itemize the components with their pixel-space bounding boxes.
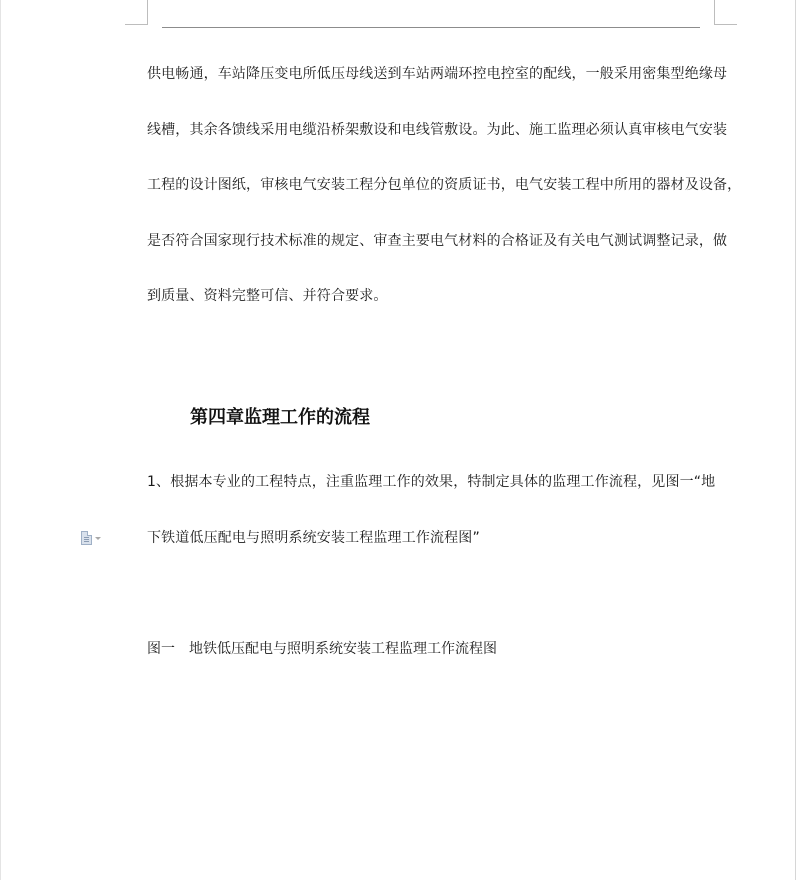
header-rule <box>162 27 700 28</box>
chapter-heading: 第四章监理工作的流程 <box>190 407 370 428</box>
paragraph-line: 工程的设计图纸，审核电气安装工程分包单位的资质证书，电气安装工程中所用的器材及设备， <box>147 177 742 193</box>
crop-mark-top-left <box>125 0 148 25</box>
page-edge-left <box>0 0 1 880</box>
paragraph-line: 下铁道低压配电与照明系统安装工程监理工作流程图” <box>147 529 480 546</box>
paragraph-line: 是否符合国家现行技术标准的规定、审查主要电气材料的合格证及有关电气测试调整记录，做 <box>147 232 728 249</box>
crop-mark-top-right <box>714 0 737 25</box>
figure-caption-title: 地铁低压配电与照明系统安装工程监理工作流程图 <box>189 641 497 657</box>
paragraph-line: 线槽，其余各馈线采用电缆沿桥架敷设和电线管敷设。为此、施工监理必须认真审核电气安装 <box>147 121 728 138</box>
figure-caption <box>147 638 497 658</box>
document-icon <box>81 531 92 545</box>
paragraph-workflow-intro <box>147 455 717 566</box>
paragraph-marker[interactable] <box>81 530 107 546</box>
paragraph-line: 1、根据本专业的工程特点，注重监理工作的效果，特制定具体的监理工作流程，见图一“地 <box>147 474 716 490</box>
figure-caption-label: 图一 <box>147 641 175 657</box>
paragraph-line: 到质量、资料完整可信、并符合要求。 <box>147 288 388 304</box>
paragraph-electrical-supervision <box>147 47 742 325</box>
paragraph-line: 供电畅通，车站降压变电所低压母线送到车站两端环控电控室的配线，一般采用密集型绝缘母 <box>147 66 728 82</box>
chevron-down-icon <box>95 537 101 540</box>
